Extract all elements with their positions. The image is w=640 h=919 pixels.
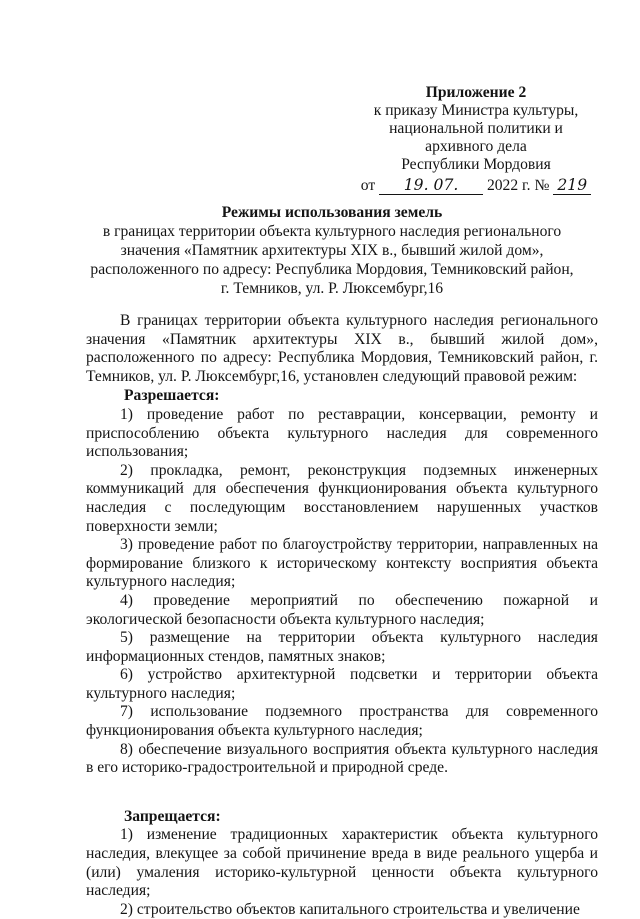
- appendix-line: архивного дела: [425, 138, 527, 155]
- forbidden-heading: Запрещается:: [124, 807, 221, 825]
- appendix-line: Республики Мордовия: [401, 156, 551, 173]
- allowed-item: 5) размещение на территории объекта культурного наследия информационных стендов, памятных знаков;: [86, 629, 598, 665]
- appendix-line: к приказу Министра культуры,: [373, 102, 579, 119]
- allowed-item: 4) проведение мероприятий по обеспечению пожарной и экологической безопасности объекта культурного наследия;: [86, 591, 598, 628]
- allowed-item: 8) обеспечение визуального восприятия объекта культурного наследия в его историко-градостроительной и природной среде.: [86, 740, 598, 777]
- allowed-item: 3) проведение работ по благоустройству территории, направленных на формирование близкого к историческому контексту восприятия объекта культурного наследия;: [86, 536, 598, 591]
- allowed-item: 2) прокладка, ремонт, реконструкция подземных инженерных коммуникаций для обеспечения функционирования объекта культурного наследия с последующим восстановлением нарушенных участков поверхности земли;: [86, 461, 598, 535]
- heading-line: расположенного по адресу: Республика Мордовия, Темниковский район,: [90, 261, 574, 278]
- forbidden-item: 2) строительство объектов капитального строительства и увеличение: [120, 900, 580, 918]
- order-date-line: [360, 176, 592, 195]
- heading-line: значения «Памятник архитектуры XIX в., бывший жилой дом»,: [120, 242, 544, 259]
- appendix-block: [360, 84, 592, 195]
- allowed-item: 6) устройство архитектурной подсветки и территории объекта культурного наследия;: [86, 666, 598, 702]
- heading-line: в границах территории объекта культурного наследия регионального: [102, 223, 562, 240]
- allowed-heading: Разрешается:: [124, 387, 220, 405]
- allowed-item: 1) проведение работ по реставрации, консервации, ремонту и приспособлению объекта культурного наследия для современного использования;: [86, 405, 598, 461]
- year-text: 2022 г. №: [486, 177, 550, 194]
- forbidden-item: 1) изменение традиционных характеристик объекта культурного наследия, влекущее за собой причинение вреда в виде реального ущерба и (или) умаления историко-культурной ценности объекта культурного наследия;: [86, 826, 598, 900]
- document-body: [86, 312, 598, 919]
- heading-line: г. Темников, ул. Р. Люксембург,16: [220, 280, 444, 297]
- allowed-item: 7) использование подземного пространства для современного функционирования объекта культурного наследия;: [86, 703, 598, 740]
- appendix-line: национальной политики и: [389, 120, 563, 137]
- intro-paragraph: В границах территории объекта культурного наследия регионального значения «Памятник архитектуры XIX в., бывший жилой дом», расположенного по адресу: Республика Мордовия, Темниковский район, г. Темников, ул. Р. Люксембург,16, установлен следующий правовой режим:: [86, 312, 598, 385]
- document-heading: [82, 203, 582, 298]
- handwritten-date: 19. 07.: [379, 176, 483, 195]
- heading-title: Режимы использования земель: [221, 204, 443, 221]
- date-prefix: от: [360, 177, 376, 194]
- appendix-title: Приложение 2: [425, 84, 527, 101]
- handwritten-order-number: 219: [553, 176, 591, 195]
